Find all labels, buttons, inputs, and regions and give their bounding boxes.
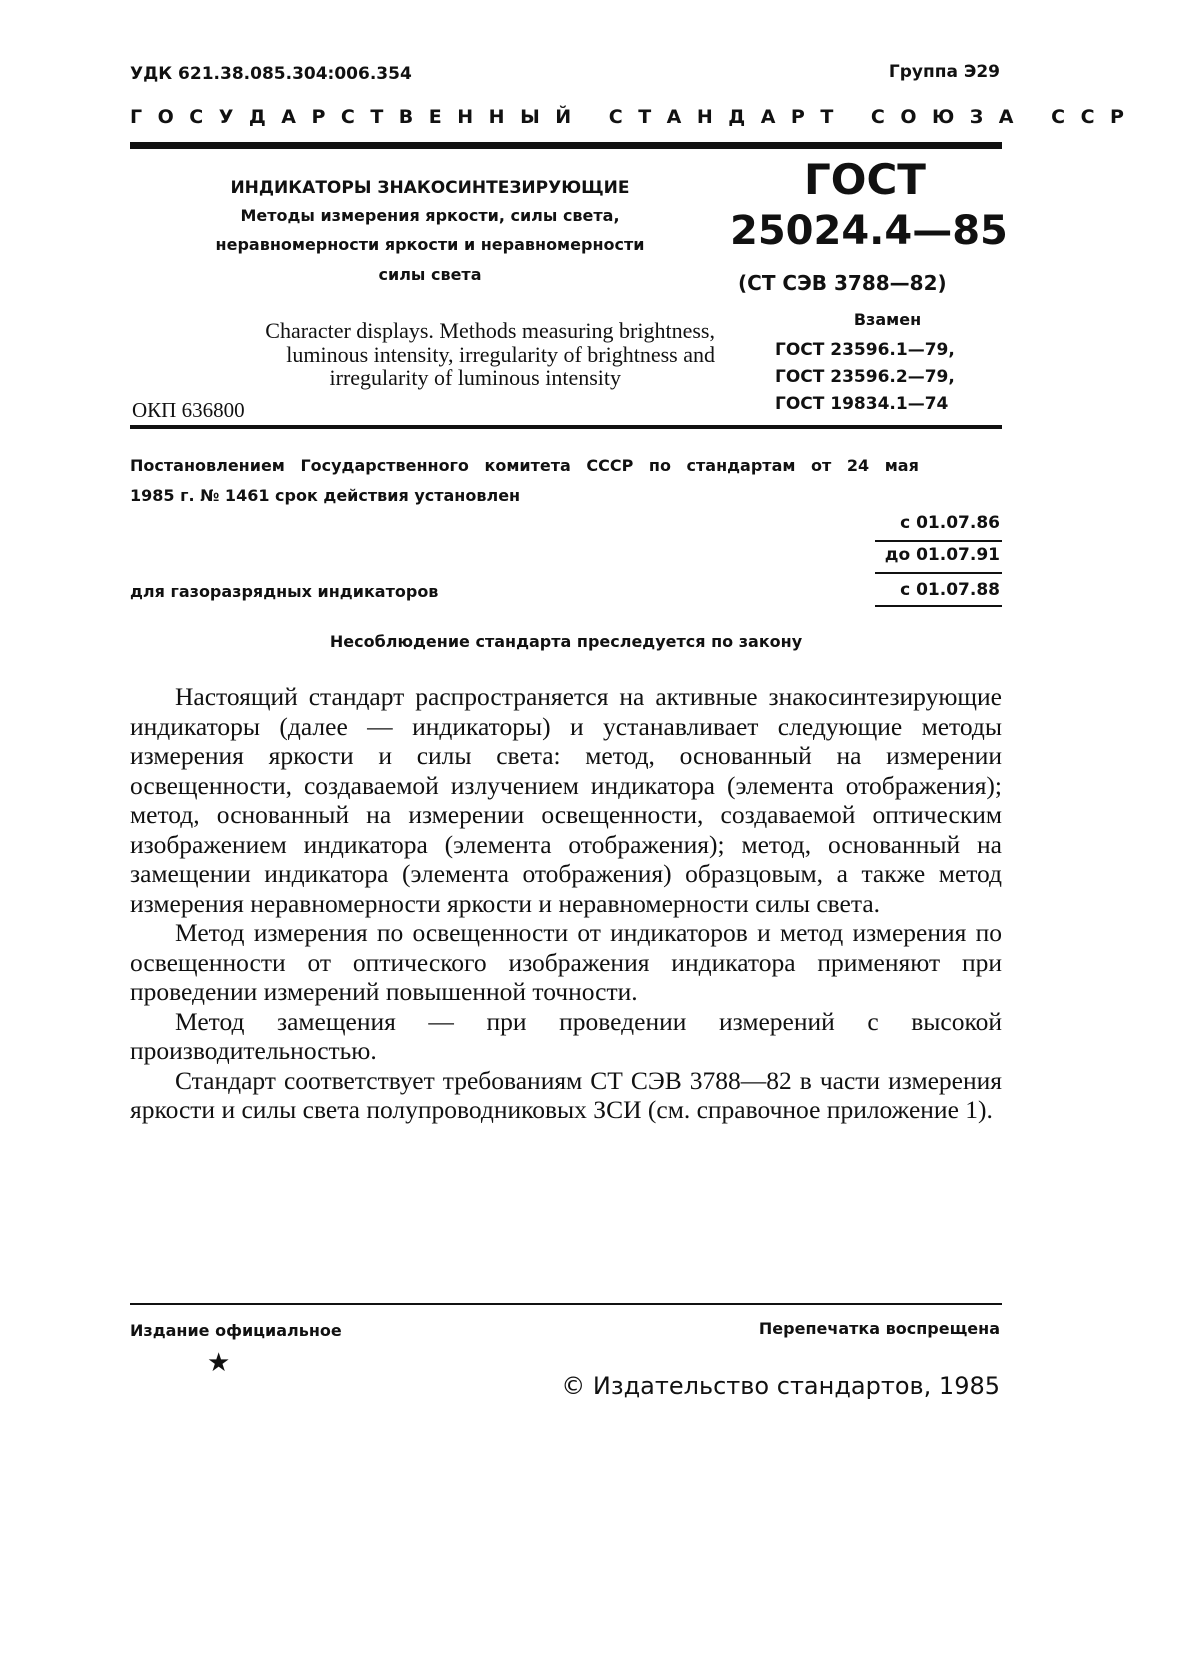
official-edition: Издание официальное (130, 1321, 342, 1340)
header-rule (130, 425, 1002, 429)
date-rule (875, 540, 1002, 542)
english-title-2: luminous intensity, irregularity of brightness and (286, 342, 715, 367)
doc-subtitle-1: Методы измерения яркости, силы света, (240, 206, 620, 225)
decree-line-2: 1985 г. № 1461 срок действия установлен (130, 486, 521, 505)
replaced-standard: ГОСТ 23596.1—79, (775, 340, 955, 360)
date-rule (875, 572, 1002, 574)
doc-title: ИНДИКАТОРЫ ЗНАКОСИНТЕЗИРУЮЩИЕ (230, 178, 630, 198)
sev-number: (СТ СЭВ 3788—82) (738, 271, 947, 295)
footer-rule (130, 1303, 1002, 1305)
gost-number: 25024.4—85 (730, 208, 1008, 254)
paragraph: Метод измерения по освещенности от индикаторов и метод измерения по освещенности от оптического изображения индикатора применяют при проведении измерений повышенной точности. (130, 918, 1002, 1006)
doc-subtitle-3: силы света (378, 265, 482, 284)
paragraph: Стандарт соответствует требованиям СТ СЭВ 3788—82 в части измерения яркости и силы света полупроводниковых ЗСИ (см. справочное приложение 1). (130, 1065, 1002, 1124)
decree-line-1: Постановлением Государственного комитета СССР по стандартам от 24 мая (130, 456, 919, 475)
gas-discharge-date: с 01.07.88 (900, 580, 1000, 600)
reprint-notice: Перепечатка воспрещена (758, 1319, 1000, 1338)
banner-title: ГОСУДАРСТВЕННЫЙ СТАНДАРТ СОЮЗА ССР (130, 106, 1140, 128)
star-icon: ★ (207, 1348, 231, 1378)
legal-warning: Несоблюдение стандарта преследуется по закону (329, 632, 803, 651)
gost-label: ГОСТ (804, 155, 926, 204)
english-title-1: Character displays. Methods measuring brightness, (265, 318, 715, 343)
gas-discharge-label: для газоразрядных индикаторов (130, 582, 439, 601)
replaces-label: Взамен (853, 310, 922, 329)
udk-code: УДК 621.38.085.304:006.354 (130, 64, 412, 84)
doc-subtitle-2: неравномерности яркости и неравномерности (215, 235, 645, 254)
paragraph: Метод замещения — при проведении измерений с высокой производительностью. (130, 1006, 1002, 1065)
effective-until: до 01.07.91 (884, 545, 1000, 565)
replaced-standard: ГОСТ 19834.1—74 (775, 394, 949, 414)
date-rule (875, 605, 1002, 607)
top-rule (130, 142, 1002, 149)
publisher: © Издательство стандартов, 1985 (561, 1372, 1000, 1400)
group-label: Группа Э29 (888, 62, 1000, 82)
english-title-3: irregularity of luminous intensity (329, 365, 621, 390)
effective-from: с 01.07.86 (900, 513, 1000, 533)
body-text (130, 682, 1002, 1125)
okp-code: ОКП 636800 (132, 398, 245, 422)
paragraph: Настоящий стандарт распространяется на активные знакосинтезирующие индикаторы (далее — индикаторы) и устанавливает следующие методы измерения яркости и силы света: метод, основанный на измерении освещенности, создаваемой излучением индикатора (элемента отображения); метод, основанный на измерении освещенности, создаваемой оптическим изображением индикатора (элемента отображения); метод, основанный на замещении индикатора (элемента отображения) образцовым, а также метод измерения неравномерности яркости и неравномерности силы света. (130, 682, 1002, 918)
replaced-standard: ГОСТ 23596.2—79, (775, 367, 955, 387)
